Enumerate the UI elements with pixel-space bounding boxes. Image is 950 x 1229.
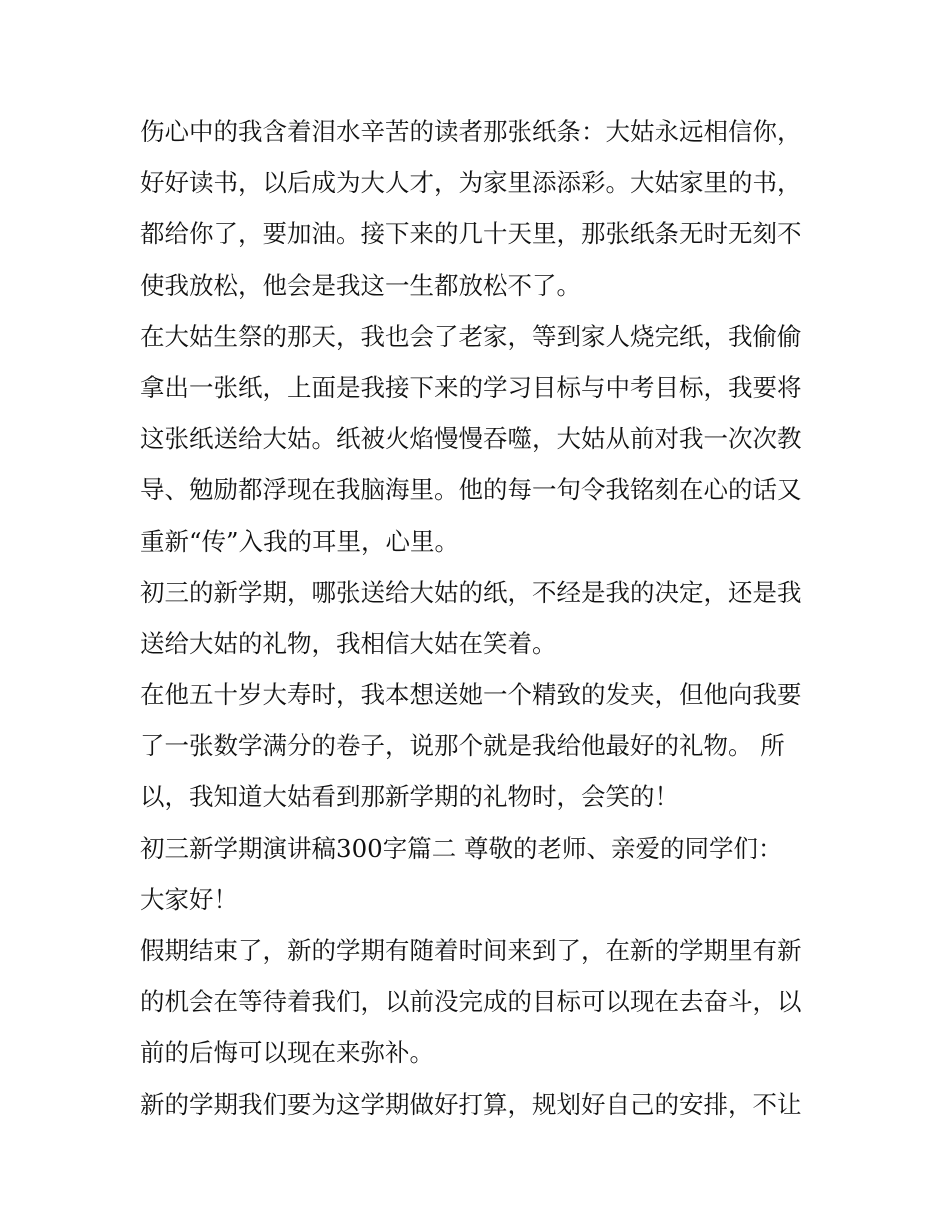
section-heading-line: 初三新学期演讲稿300字篇二 尊敬的老师、亲爱的同学们： [140, 833, 783, 863]
text-line: 都给你了，要加油。接下来的几十天里，那张纸条无时无刻不 [140, 219, 802, 249]
text-line: 在他五十岁大寿时，我本想送她一个精致的发夹，但他向我要 [140, 680, 802, 710]
body-text [140, 106, 820, 1130]
text-line: 初三的新学期，哪张送给大姑的纸，不经是我的决定，还是我 [140, 577, 802, 607]
text-line: 以，我知道大姑看到那新学期的礼物时，会笑的！ [140, 782, 679, 812]
greeting-line: 大家好！ [140, 884, 238, 914]
text-line: 这张纸送给大姑。纸被火焰慢慢吞噬，大姑从前对我一次次教 [140, 424, 802, 454]
text-line: 重新“传”入我的耳里，心里。 [140, 526, 460, 556]
text-line: 拿出一张纸，上面是我接下来的学习目标与中考目标，我要将 [140, 372, 802, 402]
text-line: 送给大姑的礼物，我相信大姑在笑着。 [140, 628, 557, 658]
text-line: 导、勉励都浮现在我脑海里。他的每一句令我铭刻在心的话又 [140, 475, 802, 505]
text-line: 新的学期我们要为这学期做好打算，规划好自己的安排，不让 [140, 1089, 802, 1119]
text-line: 伤心中的我含着泪水辛苦的读者那张纸条：大姑永远相信你， [140, 117, 802, 146]
text-line: 前的后悔可以现在来弥补。 [140, 1038, 434, 1068]
text-line: 好好读书，以后成为大人才，为家里添添彩。大姑家里的书， [140, 168, 802, 198]
text-line: 了一张数学满分的卷子，说那个就是我给他最好的礼物。 所 [140, 731, 785, 761]
text-line: 假期结束了，新的学期有随着时间来到了，在新的学期里有新 [140, 936, 802, 965]
text-line: 的机会在等待着我们，以前没完成的目标可以现在去奋斗，以 [140, 987, 802, 1017]
text-line: 在大姑生祭的那天，我也会了老家，等到家人烧完纸，我偷偷 [140, 321, 802, 351]
text-line: 使我放松，他会是我这一生都放松不了。 [140, 270, 581, 300]
